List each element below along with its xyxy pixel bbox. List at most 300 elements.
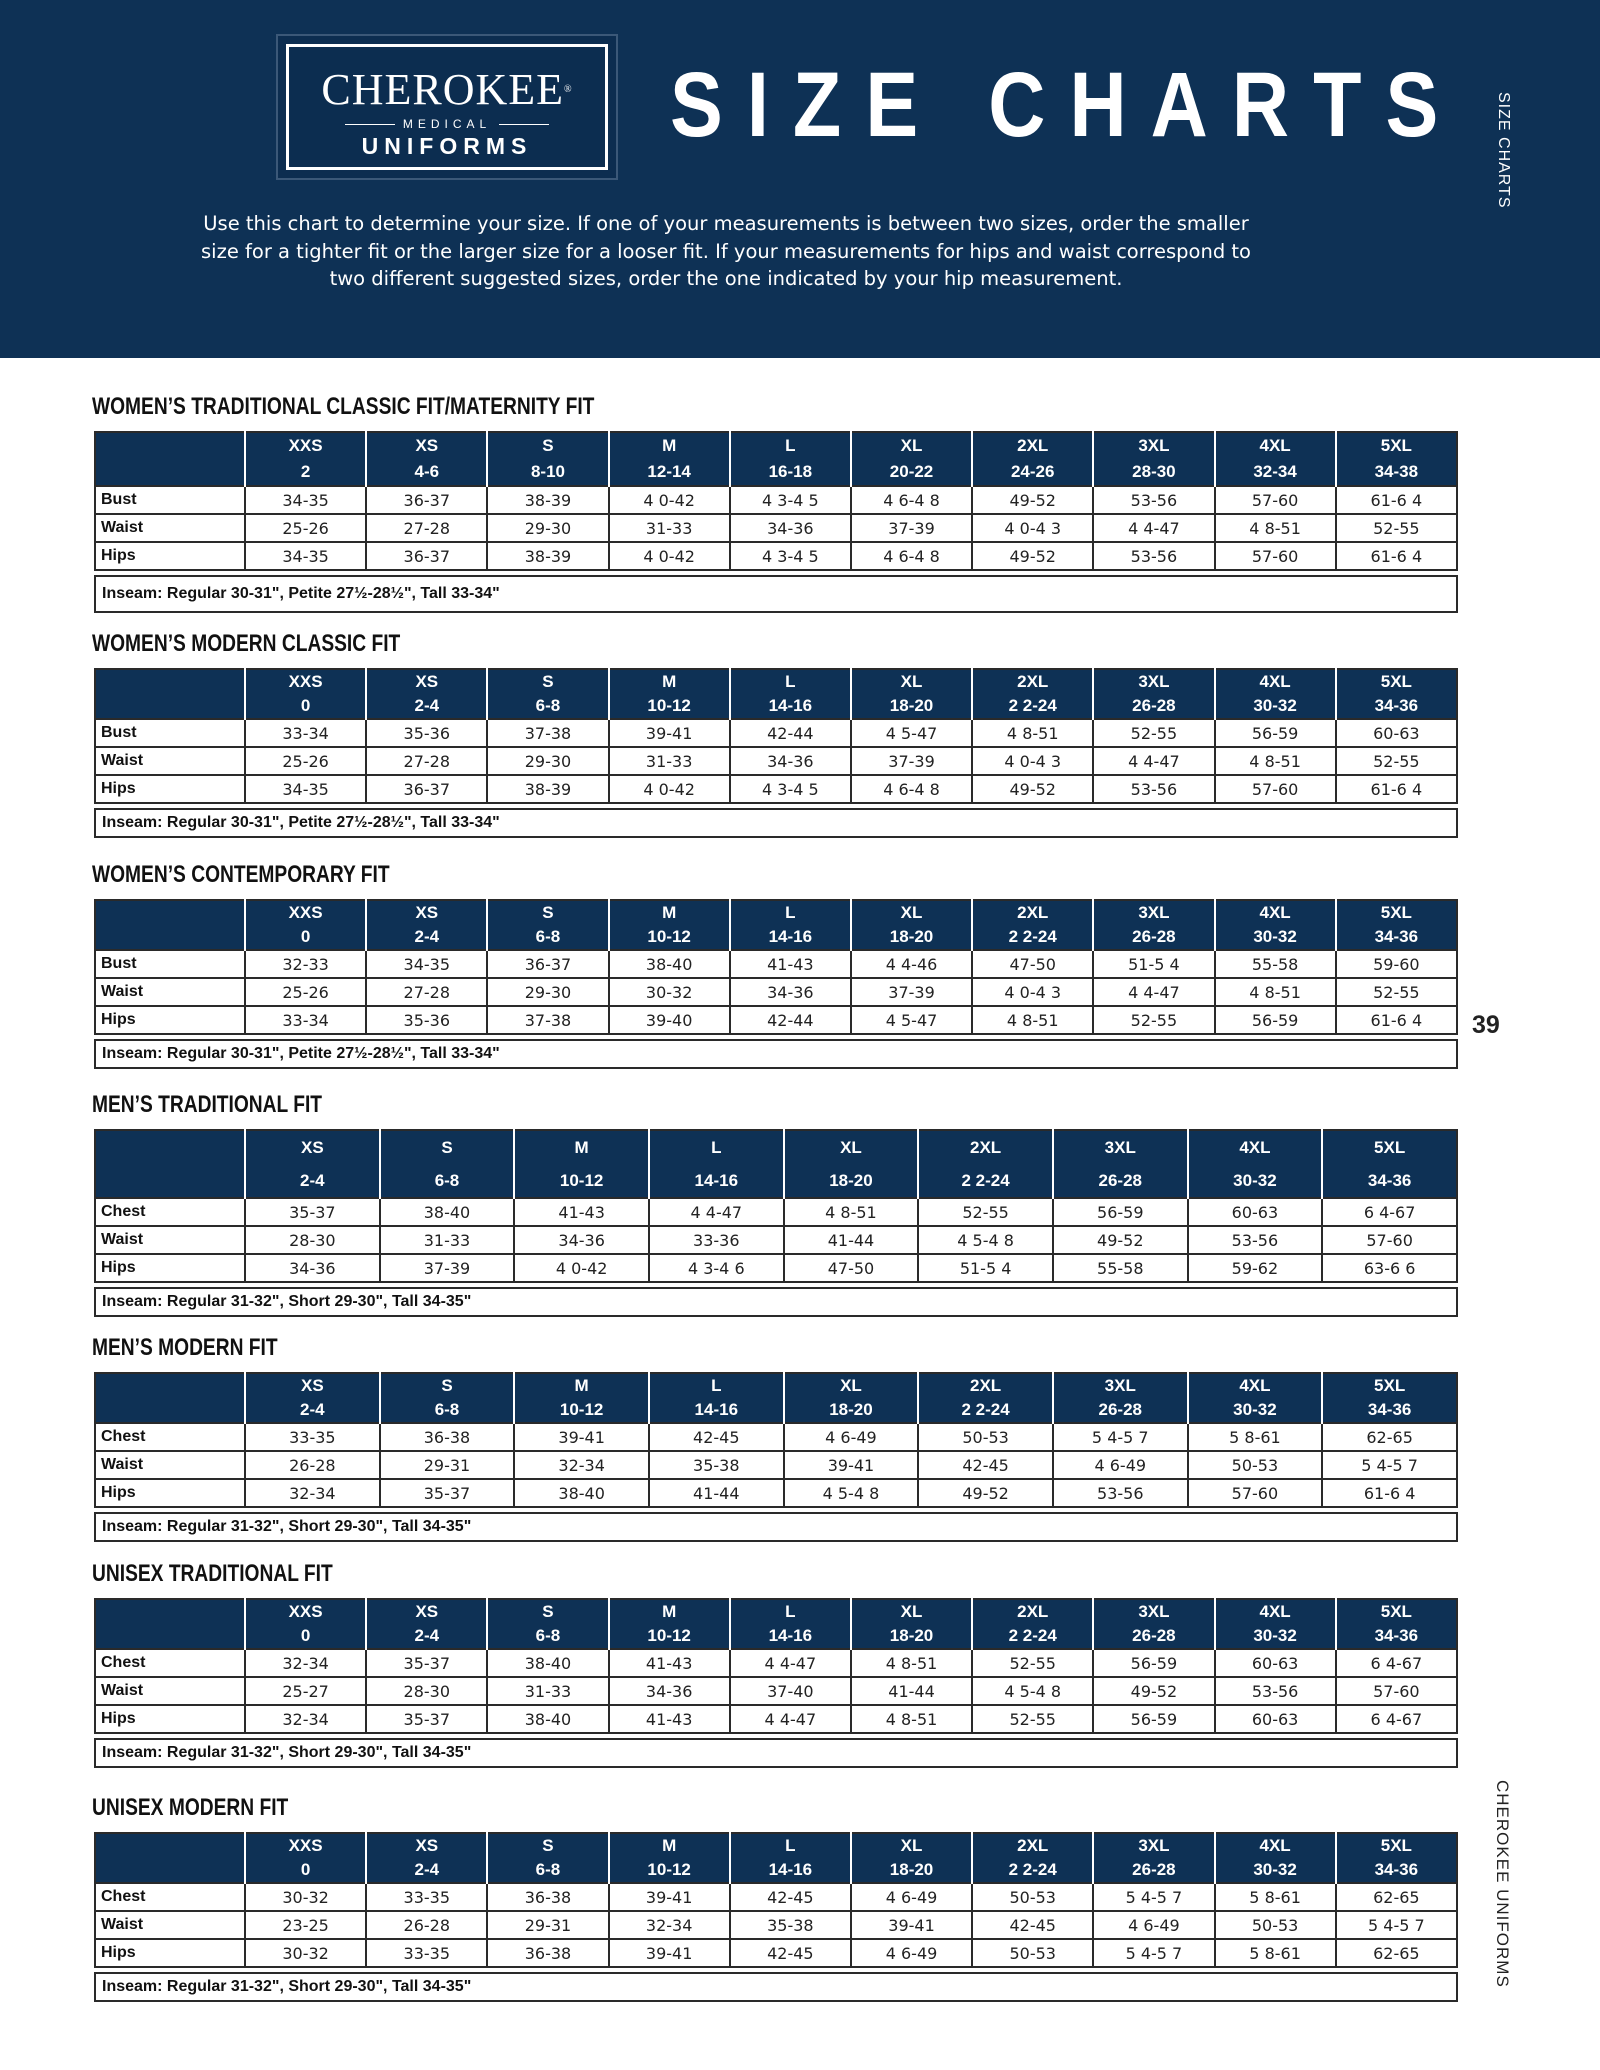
measurement-value: 38-40 xyxy=(514,1479,649,1507)
intro-text: Use this chart to determine your size. If one of your measurements is between two sizes, order the smaller size for a tighter fit or the larger size for a looser fit. If your measurements for hips and waist correspond to two different suggested sizes, order the one indicated by your hip measurement. xyxy=(201,212,1251,290)
size-number-row xyxy=(95,1398,1457,1423)
measurement-value: 52-55 xyxy=(1336,747,1457,775)
measurement-value: 4 5-4 8 xyxy=(784,1479,919,1507)
section-title: MEN’S TRADITIONAL FIT xyxy=(92,1091,323,1118)
size-number: 10-12 xyxy=(609,694,730,719)
size-letter: 3XL xyxy=(1093,1833,1214,1858)
size-number: 20-22 xyxy=(851,459,972,486)
size-letter: 2XL xyxy=(918,1373,1053,1398)
size-letter: 3XL xyxy=(1093,432,1214,459)
measurement-value: 38-39 xyxy=(487,775,608,803)
size-letter: S xyxy=(487,1599,608,1624)
size-table xyxy=(94,668,1458,804)
size-letter: 3XL xyxy=(1093,1599,1214,1624)
measurement-value: 60-63 xyxy=(1215,1705,1336,1733)
measurement-value: 61-6 4 xyxy=(1322,1479,1457,1507)
measurement-value: 36-38 xyxy=(487,1939,608,1967)
measurement-value: 56-59 xyxy=(1093,1705,1214,1733)
measurement-row xyxy=(95,1677,1457,1705)
measurement-row xyxy=(95,1451,1457,1479)
size-number: 6-8 xyxy=(380,1164,515,1198)
page-title: SIZE CHARTS xyxy=(670,54,1463,156)
size-letter: XS xyxy=(366,1599,487,1624)
measurement-value: 4 5-47 xyxy=(851,719,972,747)
measurement-label: Chest xyxy=(95,1423,245,1451)
measurement-value: 25-26 xyxy=(245,978,366,1006)
measurement-row xyxy=(95,1705,1457,1733)
measurement-value: 55-58 xyxy=(1215,950,1336,978)
measurement-value: 31-33 xyxy=(380,1226,515,1254)
size-number: 26-28 xyxy=(1053,1164,1188,1198)
header-corner xyxy=(95,1164,245,1198)
measurement-value: 61-6 4 xyxy=(1336,542,1457,570)
measurement-value: 4 8-51 xyxy=(851,1705,972,1733)
measurement-row xyxy=(95,950,1457,978)
size-number-row xyxy=(95,694,1457,719)
measurement-value: 23-25 xyxy=(245,1911,366,1939)
measurement-value: 38-39 xyxy=(487,486,608,514)
inseam-note: Inseam: Regular 31-32", Short 29-30", Tall 34-35" xyxy=(94,1972,1458,2002)
measurement-value: 36-37 xyxy=(366,486,487,514)
measurement-value: 5 8-61 xyxy=(1188,1423,1323,1451)
size-number: 14-16 xyxy=(649,1164,784,1198)
measurement-value: 41-43 xyxy=(609,1649,730,1677)
size-number: 0 xyxy=(245,1624,366,1649)
measurement-label: Waist xyxy=(95,978,245,1006)
header-corner xyxy=(95,432,245,459)
measurement-value: 38-40 xyxy=(609,950,730,978)
measurement-value: 47-50 xyxy=(784,1254,919,1282)
measurement-value: 57-60 xyxy=(1215,486,1336,514)
size-number: 2 2-24 xyxy=(972,1624,1093,1649)
section-title: UNISEX MODERN FIT xyxy=(92,1794,289,1821)
size-number: 18-20 xyxy=(851,1858,972,1883)
measurement-value: 41-43 xyxy=(514,1198,649,1226)
measurement-value: 57-60 xyxy=(1215,775,1336,803)
header-corner xyxy=(95,900,245,925)
measurement-row xyxy=(95,514,1457,542)
measurement-value: 41-44 xyxy=(649,1479,784,1507)
size-letter: M xyxy=(609,1833,730,1858)
size-number: 32-34 xyxy=(1215,459,1336,486)
measurement-value: 33-35 xyxy=(366,1939,487,1967)
size-number-row xyxy=(95,1164,1457,1198)
size-table xyxy=(94,1598,1458,1734)
size-letter: M xyxy=(514,1373,649,1398)
measurement-value: 39-41 xyxy=(851,1911,972,1939)
size-letter: L xyxy=(730,1599,851,1624)
size-letter: S xyxy=(380,1130,515,1164)
size-number: 18-20 xyxy=(851,925,972,950)
measurement-label: Chest xyxy=(95,1198,245,1226)
measurement-value: 36-37 xyxy=(366,542,487,570)
measurement-value: 32-34 xyxy=(609,1911,730,1939)
measurement-value: 52-55 xyxy=(972,1705,1093,1733)
size-letter: 2XL xyxy=(972,1833,1093,1858)
measurement-value: 56-59 xyxy=(1093,1649,1214,1677)
size-letter-row xyxy=(95,900,1457,925)
size-letter: 2XL xyxy=(972,900,1093,925)
size-letter: 3XL xyxy=(1053,1373,1188,1398)
size-letter-row xyxy=(95,1833,1457,1858)
measurement-value: 6 4-67 xyxy=(1322,1198,1457,1226)
measurement-value: 4 6-4 8 xyxy=(851,775,972,803)
measurement-value: 62-65 xyxy=(1322,1423,1457,1451)
size-table xyxy=(94,1129,1458,1283)
measurement-value: 60-63 xyxy=(1336,719,1457,747)
size-letter-row xyxy=(95,432,1457,459)
measurement-value: 34-36 xyxy=(609,1677,730,1705)
measurement-value: 35-36 xyxy=(366,1006,487,1034)
section-title: WOMEN’S MODERN CLASSIC FIT xyxy=(92,630,401,657)
measurement-value: 34-35 xyxy=(366,950,487,978)
size-letter: 5XL xyxy=(1336,1599,1457,1624)
measurement-value: 4 6-4 8 xyxy=(851,486,972,514)
measurement-value: 50-53 xyxy=(1215,1911,1336,1939)
measurement-value: 35-37 xyxy=(245,1198,380,1226)
size-letter: XL xyxy=(851,1833,972,1858)
size-number: 2-4 xyxy=(366,1858,487,1883)
inseam-note: Inseam: Regular 30-31", Petite 27½-28½", Tall 33-34" xyxy=(94,1039,1458,1069)
measurement-value: 34-36 xyxy=(514,1226,649,1254)
measurement-value: 33-35 xyxy=(245,1423,380,1451)
size-letter: XS xyxy=(245,1130,380,1164)
size-table xyxy=(94,1832,1458,1968)
size-number: 18-20 xyxy=(851,694,972,719)
measurement-value: 36-37 xyxy=(487,950,608,978)
measurement-value: 34-36 xyxy=(730,747,851,775)
measurement-value: 37-38 xyxy=(487,1006,608,1034)
measurement-value: 37-39 xyxy=(851,514,972,542)
measurement-row xyxy=(95,747,1457,775)
measurement-value: 4 0-42 xyxy=(609,486,730,514)
measurement-value: 5 8-61 xyxy=(1215,1939,1336,1967)
size-letter: 5XL xyxy=(1336,669,1457,694)
measurement-value: 30-32 xyxy=(609,978,730,1006)
measurement-value: 4 6-49 xyxy=(851,1883,972,1911)
size-number: 14-16 xyxy=(730,694,851,719)
size-letter: 4XL xyxy=(1215,669,1336,694)
measurement-row xyxy=(95,1939,1457,1967)
measurement-value: 35-36 xyxy=(366,719,487,747)
measurement-row xyxy=(95,1911,1457,1939)
measurement-value: 41-44 xyxy=(851,1677,972,1705)
section-title: WOMEN’S CONTEMPORARY FIT xyxy=(92,861,390,888)
measurement-value: 42-45 xyxy=(649,1423,784,1451)
measurement-value: 5 4-5 7 xyxy=(1322,1451,1457,1479)
section-title: MEN’S MODERN FIT xyxy=(92,1334,278,1361)
inseam-note: Inseam: Regular 31-32", Short 29-30", Tall 34-35" xyxy=(94,1512,1458,1542)
size-letter-row xyxy=(95,669,1457,694)
size-number: 0 xyxy=(245,694,366,719)
measurement-value: 42-45 xyxy=(972,1911,1093,1939)
measurement-value: 39-41 xyxy=(784,1451,919,1479)
size-number: 26-28 xyxy=(1093,694,1214,719)
measurement-value: 4 0-42 xyxy=(514,1254,649,1282)
size-letter: XXS xyxy=(245,669,366,694)
measurement-value: 4 8-51 xyxy=(972,1006,1093,1034)
measurement-value: 32-34 xyxy=(245,1479,380,1507)
size-number: 34-36 xyxy=(1336,694,1457,719)
size-letter: 4XL xyxy=(1215,900,1336,925)
size-letter: S xyxy=(487,900,608,925)
inseam-note: Inseam: Regular 31-32", Short 29-30", Tall 34-35" xyxy=(94,1738,1458,1768)
measurement-value: 32-34 xyxy=(245,1649,366,1677)
measurement-value: 4 8-51 xyxy=(1215,747,1336,775)
measurement-value: 4 0-4 3 xyxy=(972,978,1093,1006)
measurement-value: 26-28 xyxy=(366,1911,487,1939)
measurement-row xyxy=(95,542,1457,570)
size-number: 14-16 xyxy=(730,925,851,950)
measurement-value: 4 8-51 xyxy=(972,719,1093,747)
measurement-value: 35-37 xyxy=(366,1649,487,1677)
measurement-value: 5 8-61 xyxy=(1215,1883,1336,1911)
measurement-label: Waist xyxy=(95,514,245,542)
measurement-value: 25-27 xyxy=(245,1677,366,1705)
measurement-value: 4 5-4 8 xyxy=(972,1677,1093,1705)
size-letter: XS xyxy=(366,1833,487,1858)
measurement-value: 38-39 xyxy=(487,542,608,570)
size-letter: M xyxy=(514,1130,649,1164)
measurement-value: 34-35 xyxy=(245,486,366,514)
size-letter: L xyxy=(730,900,851,925)
measurement-value: 35-38 xyxy=(730,1911,851,1939)
size-number: 10-12 xyxy=(609,925,730,950)
page-number: 39 xyxy=(1472,1011,1500,1039)
measurement-value: 31-33 xyxy=(609,514,730,542)
header-corner xyxy=(95,1373,245,1398)
measurement-value: 59-62 xyxy=(1188,1254,1323,1282)
size-number: 6-8 xyxy=(487,694,608,719)
header-corner xyxy=(95,1130,245,1164)
measurement-value: 39-41 xyxy=(514,1423,649,1451)
measurement-label: Hips xyxy=(95,542,245,570)
measurement-value: 49-52 xyxy=(972,542,1093,570)
measurement-value: 36-37 xyxy=(366,775,487,803)
measurement-value: 6 4-67 xyxy=(1336,1705,1457,1733)
size-letter: 4XL xyxy=(1188,1130,1323,1164)
measurement-value: 4 8-51 xyxy=(1215,978,1336,1006)
measurement-label: Hips xyxy=(95,1939,245,1967)
size-letter: S xyxy=(487,669,608,694)
measurement-value: 34-35 xyxy=(245,775,366,803)
measurement-value: 32-33 xyxy=(245,950,366,978)
size-letter: 2XL xyxy=(972,1599,1093,1624)
measurement-value: 53-56 xyxy=(1093,775,1214,803)
measurement-row xyxy=(95,1479,1457,1507)
measurement-value: 37-39 xyxy=(380,1254,515,1282)
measurement-value: 53-56 xyxy=(1093,486,1214,514)
measurement-row xyxy=(95,719,1457,747)
measurement-value: 57-60 xyxy=(1188,1479,1323,1507)
measurement-value: 52-55 xyxy=(1336,978,1457,1006)
measurement-value: 33-34 xyxy=(245,1006,366,1034)
measurement-row xyxy=(95,1226,1457,1254)
measurement-value: 60-63 xyxy=(1215,1649,1336,1677)
measurement-label: Chest xyxy=(95,1649,245,1677)
measurement-label: Waist xyxy=(95,747,245,775)
size-letter: 5XL xyxy=(1322,1373,1457,1398)
size-letter: S xyxy=(487,432,608,459)
measurement-value: 28-30 xyxy=(366,1677,487,1705)
size-number: 0 xyxy=(245,925,366,950)
measurement-label: Bust xyxy=(95,950,245,978)
measurement-row xyxy=(95,1883,1457,1911)
measurement-value: 56-59 xyxy=(1215,1006,1336,1034)
size-table xyxy=(94,899,1458,1035)
measurement-value: 31-33 xyxy=(487,1677,608,1705)
measurement-value: 4 4-47 xyxy=(1093,514,1214,542)
measurement-value: 25-26 xyxy=(245,747,366,775)
measurement-value: 47-50 xyxy=(972,950,1093,978)
size-letter: M xyxy=(609,1599,730,1624)
measurement-value: 4 4-46 xyxy=(851,950,972,978)
measurement-value: 4 6-4 8 xyxy=(851,542,972,570)
measurement-value: 42-45 xyxy=(730,1883,851,1911)
measurement-label: Bust xyxy=(95,719,245,747)
measurement-value: 51-5 4 xyxy=(918,1254,1053,1282)
size-letter: XL xyxy=(851,1599,972,1624)
measurement-label: Waist xyxy=(95,1451,245,1479)
measurement-value: 63-6 6 xyxy=(1322,1254,1457,1282)
measurement-value: 42-45 xyxy=(918,1451,1053,1479)
size-letter: L xyxy=(649,1130,784,1164)
size-table xyxy=(94,1372,1458,1508)
header-corner xyxy=(95,1599,245,1624)
measurement-label: Waist xyxy=(95,1911,245,1939)
measurement-value: 30-32 xyxy=(245,1939,366,1967)
size-number: 34-36 xyxy=(1322,1164,1457,1198)
measurement-row xyxy=(95,978,1457,1006)
size-table xyxy=(94,431,1458,571)
inseam-note: Inseam: Regular 31-32", Short 29-30", Tall 34-35" xyxy=(94,1287,1458,1317)
size-letter: 5XL xyxy=(1336,900,1457,925)
measurement-value: 50-53 xyxy=(1188,1451,1323,1479)
measurement-value: 27-28 xyxy=(366,747,487,775)
measurement-value: 4 3-4 5 xyxy=(730,486,851,514)
side-label-bottom: CHEROKEE UNIFORMS xyxy=(1493,1780,1512,1988)
measurement-value: 29-30 xyxy=(487,514,608,542)
measurement-value: 5 4-5 7 xyxy=(1053,1423,1188,1451)
size-number: 26-28 xyxy=(1093,925,1214,950)
size-number: 2-4 xyxy=(366,925,487,950)
size-letter: XXS xyxy=(245,1833,366,1858)
measurement-value: 30-32 xyxy=(245,1883,366,1911)
measurement-value: 38-40 xyxy=(487,1705,608,1733)
inseam-note: Inseam: Regular 30-31", Petite 27½-28½", Tall 33-34" xyxy=(94,575,1458,613)
measurement-value: 29-30 xyxy=(487,747,608,775)
section-title: UNISEX TRADITIONAL FIT xyxy=(92,1560,333,1587)
measurement-value: 34-36 xyxy=(730,978,851,1006)
measurement-value: 52-55 xyxy=(972,1649,1093,1677)
measurement-value: 4 3-4 5 xyxy=(730,542,851,570)
measurement-value: 4 6-49 xyxy=(851,1939,972,1967)
section-title: WOMEN’S TRADITIONAL CLASSIC FIT/MATERNITY FIT xyxy=(92,393,595,420)
size-letter: XL xyxy=(784,1130,919,1164)
size-number: 28-30 xyxy=(1093,459,1214,486)
header-corner xyxy=(95,669,245,694)
measurement-value: 53-56 xyxy=(1188,1226,1323,1254)
measurement-value: 42-44 xyxy=(730,719,851,747)
measurement-value: 27-28 xyxy=(366,514,487,542)
measurement-value: 4 8-51 xyxy=(784,1198,919,1226)
measurement-value: 39-40 xyxy=(609,1006,730,1034)
measurement-value: 55-58 xyxy=(1053,1254,1188,1282)
header-corner xyxy=(95,1624,245,1649)
measurement-value: 27-28 xyxy=(366,978,487,1006)
measurement-value: 34-35 xyxy=(245,542,366,570)
measurement-value: 57-60 xyxy=(1322,1226,1457,1254)
measurement-value: 31-33 xyxy=(609,747,730,775)
measurement-value: 53-56 xyxy=(1093,542,1214,570)
measurement-value: 32-34 xyxy=(514,1451,649,1479)
size-number: 14-16 xyxy=(730,1624,851,1649)
measurement-value: 4 4-47 xyxy=(1093,747,1214,775)
size-letter-row xyxy=(95,1130,1457,1164)
size-letter: XL xyxy=(784,1373,919,1398)
measurement-value: 53-56 xyxy=(1215,1677,1336,1705)
size-number: 26-28 xyxy=(1053,1398,1188,1423)
size-letter: 4XL xyxy=(1215,432,1336,459)
measurement-value: 4 0-4 3 xyxy=(972,747,1093,775)
size-letter: XL xyxy=(851,432,972,459)
measurement-label: Hips xyxy=(95,1705,245,1733)
measurement-value: 5 4-5 7 xyxy=(1093,1883,1214,1911)
size-number: 18-20 xyxy=(784,1164,919,1198)
size-number: 30-32 xyxy=(1188,1398,1323,1423)
cherokee-logo xyxy=(276,34,618,180)
header-corner xyxy=(95,694,245,719)
size-letter: XL xyxy=(851,900,972,925)
measurement-value: 35-37 xyxy=(380,1479,515,1507)
size-number: 34-36 xyxy=(1336,1858,1457,1883)
size-letter: L xyxy=(730,432,851,459)
measurement-value: 42-45 xyxy=(730,1939,851,1967)
size-number: 8-10 xyxy=(487,459,608,486)
measurement-row xyxy=(95,1423,1457,1451)
measurement-value: 29-31 xyxy=(380,1451,515,1479)
measurement-value: 33-35 xyxy=(366,1883,487,1911)
measurement-value: 33-36 xyxy=(649,1226,784,1254)
measurement-value: 60-63 xyxy=(1188,1198,1323,1226)
measurement-value: 50-53 xyxy=(918,1423,1053,1451)
measurement-value: 34-36 xyxy=(245,1254,380,1282)
measurement-value: 53-56 xyxy=(1053,1479,1188,1507)
measurement-row xyxy=(95,1006,1457,1034)
size-letter: L xyxy=(730,1833,851,1858)
size-number: 6-8 xyxy=(487,1858,608,1883)
size-letter: XXS xyxy=(245,432,366,459)
size-number: 30-32 xyxy=(1215,925,1336,950)
size-letter-row xyxy=(95,1373,1457,1398)
measurement-row xyxy=(95,486,1457,514)
header-corner xyxy=(95,459,245,486)
size-letter: XS xyxy=(366,669,487,694)
measurement-value: 39-41 xyxy=(609,719,730,747)
measurement-value: 4 5-4 8 xyxy=(918,1226,1053,1254)
size-number: 30-32 xyxy=(1215,1624,1336,1649)
measurement-value: 37-38 xyxy=(487,719,608,747)
size-number: 2-4 xyxy=(366,1624,487,1649)
measurement-value: 4 8-51 xyxy=(851,1649,972,1677)
measurement-value: 26-28 xyxy=(245,1451,380,1479)
header-corner xyxy=(95,1858,245,1883)
size-letter: XXS xyxy=(245,1599,366,1624)
measurement-value: 52-55 xyxy=(1093,719,1214,747)
header-corner xyxy=(95,1398,245,1423)
logo-frame xyxy=(286,44,608,170)
measurement-value: 49-52 xyxy=(972,486,1093,514)
